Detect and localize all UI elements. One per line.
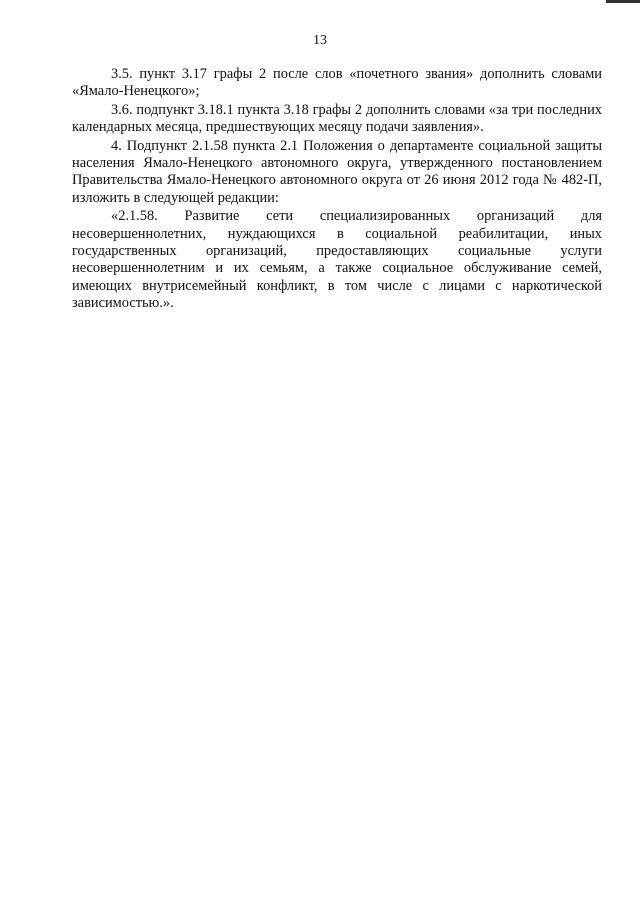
- paragraph-3-5: 3.5. пункт 3.17 графы 2 после слов «почетного звания» дополнить словами «Ямало-Ненецкого»;: [72, 66, 602, 100]
- page-number: 13: [313, 33, 327, 48]
- document-body: [72, 66, 602, 313]
- scan-edge-mark: [606, 0, 640, 3]
- paragraph-2-1-58: «2.1.58. Развитие сети специализированных организаций для несовершеннолетних, нуждающихся в социальной реабилитации, иных государственных организаций, предоставляющих социальные услуги несовершеннолетним и их семьям, а также социальное обслуживание семей, имеющих внутрисемейный конфликт, в том числе с лицами с наркотической зависимостью.».: [72, 208, 602, 312]
- paragraph-3-6: 3.6. подпункт 3.18.1 пункта 3.18 графы 2 дополнить словами «за три последних календарных месяца, предшествующих месяцу подачи заявления».: [72, 101, 602, 136]
- paragraph-4: 4. Подпункт 2.1.58 пункта 2.1 Положения о департаменте социальной защиты населения Ямало-Ненецкого автономного округа, утвержденного постановлением Правительства Ямало-Ненецкого автономного округа от 26 июня 2012 года № 482-П, изложить в следующей редакции:: [72, 137, 602, 206]
